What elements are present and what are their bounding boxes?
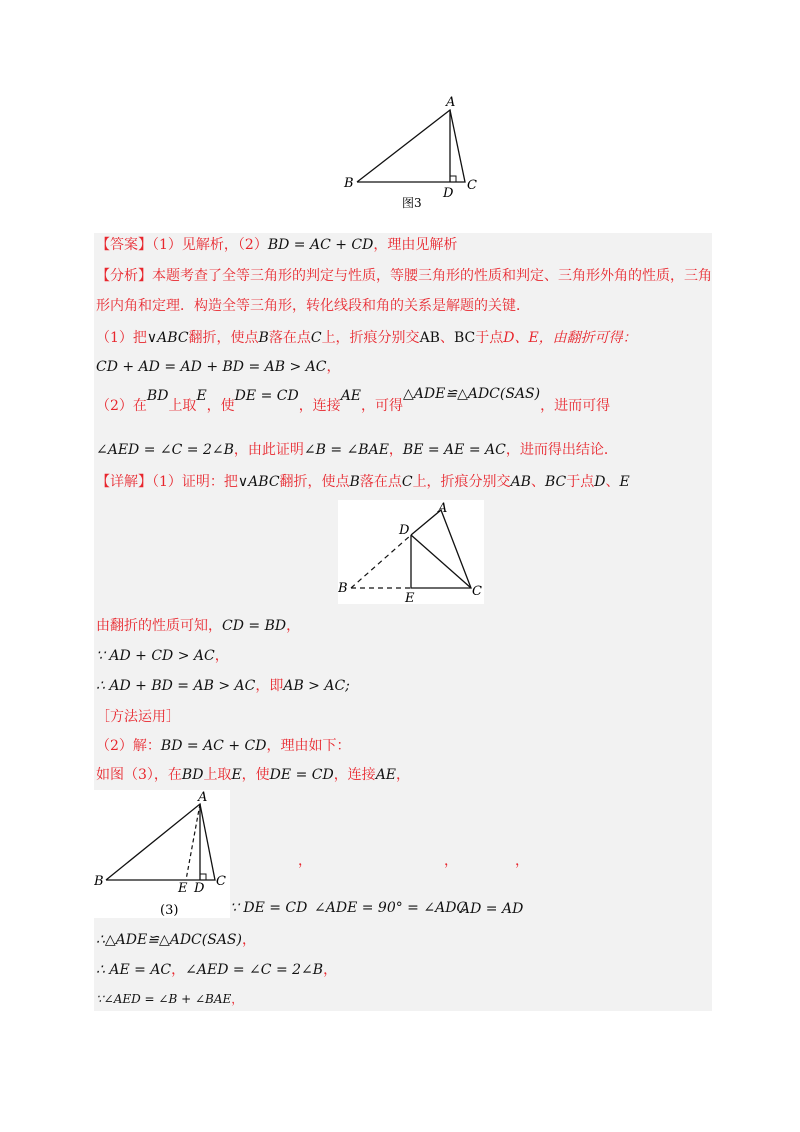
answer-formula: BD = AC + CD [267, 237, 374, 253]
detail-line-10: ∵∠AED = ∠B + ∠BAE， [96, 992, 244, 1006]
svg-text:E: E [178, 881, 188, 896]
analysis-p1-formula: CD + AD = AD + BD = AB > AC， [96, 359, 341, 375]
comma-3: ， [515, 853, 529, 869]
right-angle-mark [450, 176, 456, 182]
label-a: A [446, 95, 456, 110]
svg-text:D: D [194, 881, 205, 896]
label-d: D [443, 186, 454, 201]
given-angle: ∠ADE = 90° = ∠ADC [314, 900, 468, 916]
comma-1: ， [298, 853, 312, 869]
given-de-cd: ∵ DE = CD [230, 900, 308, 916]
svg-text:A: A [198, 790, 208, 805]
svg-text:(3): (3) [160, 903, 179, 918]
detail-line-8: ∴△ADE≌△ADC(SAS)， [96, 932, 256, 948]
analysis-line-1: 【分析】本题考查了全等三角形的判定与性质，等腰三角形的性质和判定、三角形外角的性质，三角 [96, 268, 712, 284]
detail-line-2: 由翻折的性质可知，CD = BD， [96, 618, 301, 634]
detail-line-9: ∴ AE = AC，∠AED = ∠C = 2∠B， [96, 962, 338, 978]
detail-line-6: 如图（3），在BD上取E，使DE = CD，连接AE， [96, 767, 411, 783]
given-ad-ad: AD = AD [460, 901, 524, 917]
svg-text:A: A [438, 501, 448, 516]
analysis-line-2: 形内角和定理．构造全等三角形，转化线段和角的关系是解题的关键． [96, 298, 530, 314]
figure-3-bottom [94, 790, 230, 918]
detail-line-3: ∵ AD + CD > AC， [96, 648, 229, 664]
svg-text:B: B [94, 874, 104, 889]
method-heading: ［方法运用］ [96, 709, 180, 725]
detail-line-1: 【详解】（1）证明：把∨ABC翻折，使点B落在点C上，折痕分别交AB、BC于点D、E [96, 474, 630, 490]
label-b: B [344, 176, 354, 191]
figure-caption: 图3 [402, 196, 422, 210]
figure-3 [340, 90, 490, 215]
detail-line-4: ∴ AD + BD = AB > AC，即AB > AC; [96, 678, 350, 694]
analysis-p3: ∠AED = ∠C = 2∠B，由此证明∠B = ∠BAE，BE = AE = AC，进而得出结论． [96, 442, 618, 458]
svg-text:C: C [216, 874, 226, 889]
answer-line: 【答案】（1）见解析，（2）BD = AC + CD，理由见解析 [96, 237, 458, 253]
fold-figure [338, 500, 484, 604]
analysis-p2: （2）在BD上取E，使DE = CD，连接AE，可得△ADE≌△ADC(SAS)，进而可得 [96, 386, 611, 414]
svg-text:B: B [338, 581, 348, 596]
comma-2: ， [444, 853, 458, 869]
svg-text:E: E [405, 591, 415, 604]
analysis-p1: （1）把∨ABC翻折，使点B落在点C上，折痕分别交AB、BC于点D、E，由翻折可得： [96, 330, 637, 346]
label-c: C [467, 178, 477, 193]
triangle-abc [357, 110, 465, 182]
svg-text:D: D [399, 523, 410, 538]
detail-line-5: （2）解：BD = AC + CD，理由如下： [96, 738, 351, 754]
svg-text:C: C [472, 584, 482, 599]
